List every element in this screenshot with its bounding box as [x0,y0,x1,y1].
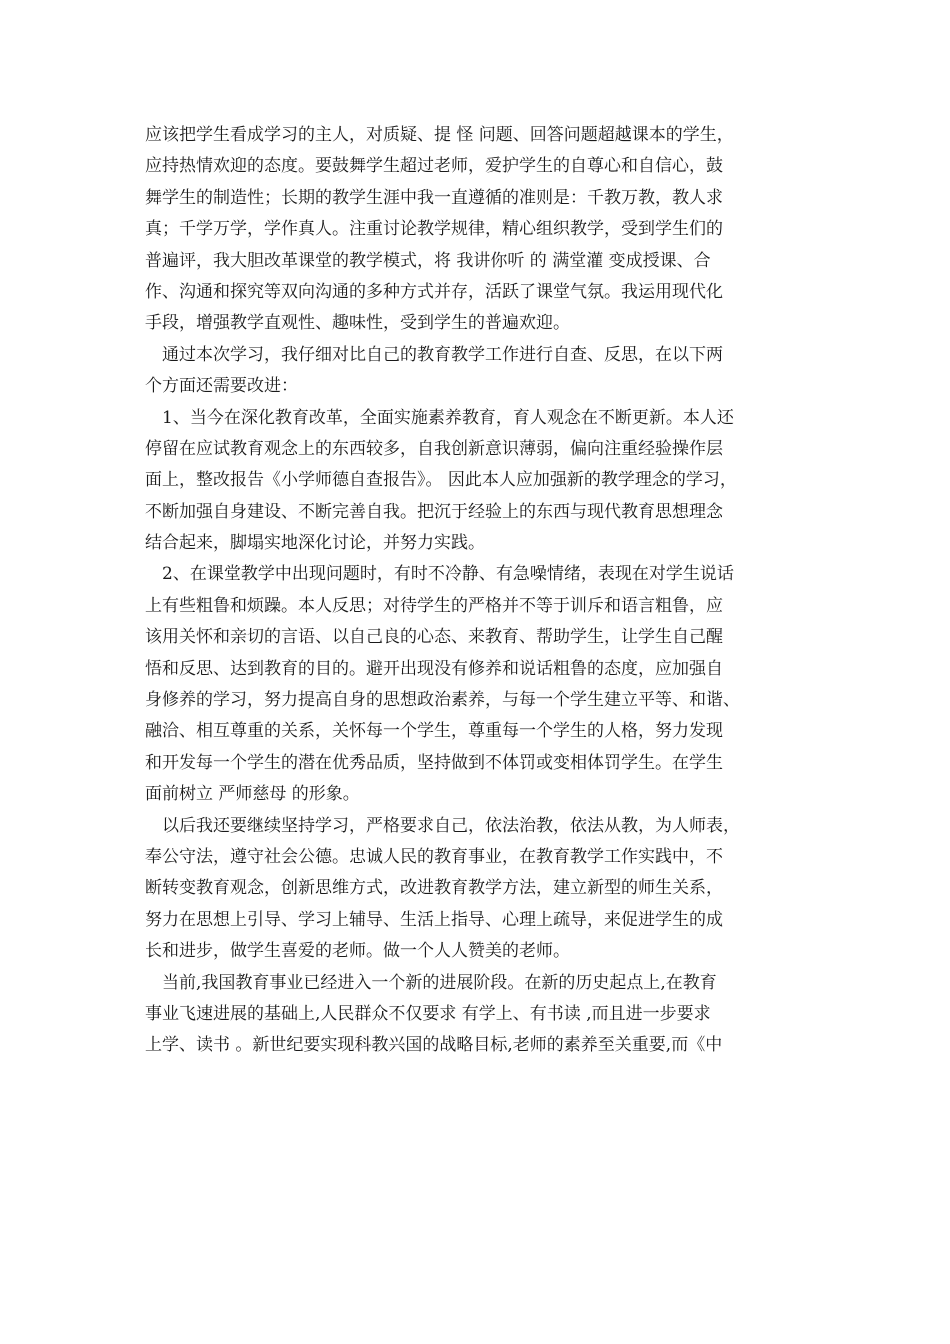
text-line: 通过本次学习，我仔细对比自己的教育教学工作进行自查、反思，在以下两 [145,344,723,365]
text-line: 面上，整改报告《小学师德自查报告》。 因此本人应加强新的教学理念的学习， [145,470,737,491]
text-line: 长和进步，做学生喜爱的老师。做一个人人赞美的老师。 [145,941,570,962]
text-line: 面前树立 严师慈母 的形象。 [145,784,360,805]
text-line: 作、沟通和探究等双向沟通的多种方式并存，活跃了课堂气氛。我运用现代化 [145,281,723,302]
text-line: 舞学生的制造性；长期的教学生涯中我一直遵循的准则是：千教万教，教人求 [145,187,723,208]
text-line: 停留在应试教育观念上的东西较多，自我创新意识薄弱，偏向注重经验操作层 [145,438,723,459]
document-body [145,120,810,1062]
text-line: 奉公守法，遵守社会公德。忠诚人民的教育事业，在教育教学工作实践中，不 [145,846,723,867]
text-line: 上学、读书 。新世纪要实现科教兴国的战略目标,老师的素养至关重要,而《中 [145,1035,723,1056]
text-line: 当前,我国教育事业已经进入一个新的进展阶段。在新的历史起点上,在教育 [145,972,717,993]
text-line: 努力在思想上引导、学习上辅导、生活上指导、心理上疏导，来促进学生的成 [145,909,723,930]
text-line: 不断加强自身建设、不断完善自我。把沉于经验上的东西与现代教育思想理念 [145,501,723,522]
text-line: 上有些粗鲁和烦躁。本人反思；对待学生的严格并不等于训斥和语言粗鲁，应 [145,595,723,616]
text-line: 普遍评，我大胆改革课堂的教学模式，将 我讲你听 的 满堂灌 变成授课、合 [145,250,711,271]
text-line: 真；千学万学，学作真人。注重讨论教学规律，精心组织教学，受到学生们的 [145,219,723,240]
text-line: 手段，增强教学直观性、趣味性，受到学生的普遍欢迎。 [145,313,570,334]
text-line: 以后我还要继续坚持学习，严格要求自己，依法治教，依法从教，为人师表， [145,815,740,836]
text-line: 事业飞速进展的基础上,人民群众不仅要求 有学上、有书读 ,而且进一步要求 [145,1003,711,1024]
text-line: 融洽、相互尊重的关系，关怀每一个学生，尊重每一个学生的人格，努力发现 [145,721,723,742]
text-line: 1、当今在深化教育改革，全面实施素养教育，育人观念在不断更新。本人还 [145,407,734,428]
text-line: 个方面还需要改进： [145,376,298,397]
text-line: 应持热情欢迎的态度。要鼓舞学生超过老师，爱护学生的自尊心和自信心，鼓 [145,156,723,177]
text-line: 应该把学生看成学习的主人，对质疑、提 怪 问题、回答问题超越课本的学生， [145,125,734,145]
text-line: 结合起来，脚塌实地深化讨论，并努力实践。 [145,533,485,554]
text-line: 悟和反思、达到教育的目的。避开出现没有修养和说话粗鲁的态度，应加强自 [145,658,723,679]
text-line: 身修养的学习，努力提高自身的思想政治素养，与每一个学生建立平等、和谐、 [145,690,740,711]
text-line: 该用关怀和亲切的言语、以自己良的心态、来教育、帮助学生，让学生自己醒 [145,627,723,648]
text-line: 2、在课堂教学中出现问题时，有时不冷静、有急噪情绪，表现在对学生说话 [145,564,734,585]
text-line: 断转变教育观念，创新思维方式，改进教育教学方法，建立新型的师生关系， [145,878,723,899]
text-line: 和开发每一个学生的潜在优秀品质，坚持做到不体罚或变相体罚学生。在学生 [145,752,723,773]
